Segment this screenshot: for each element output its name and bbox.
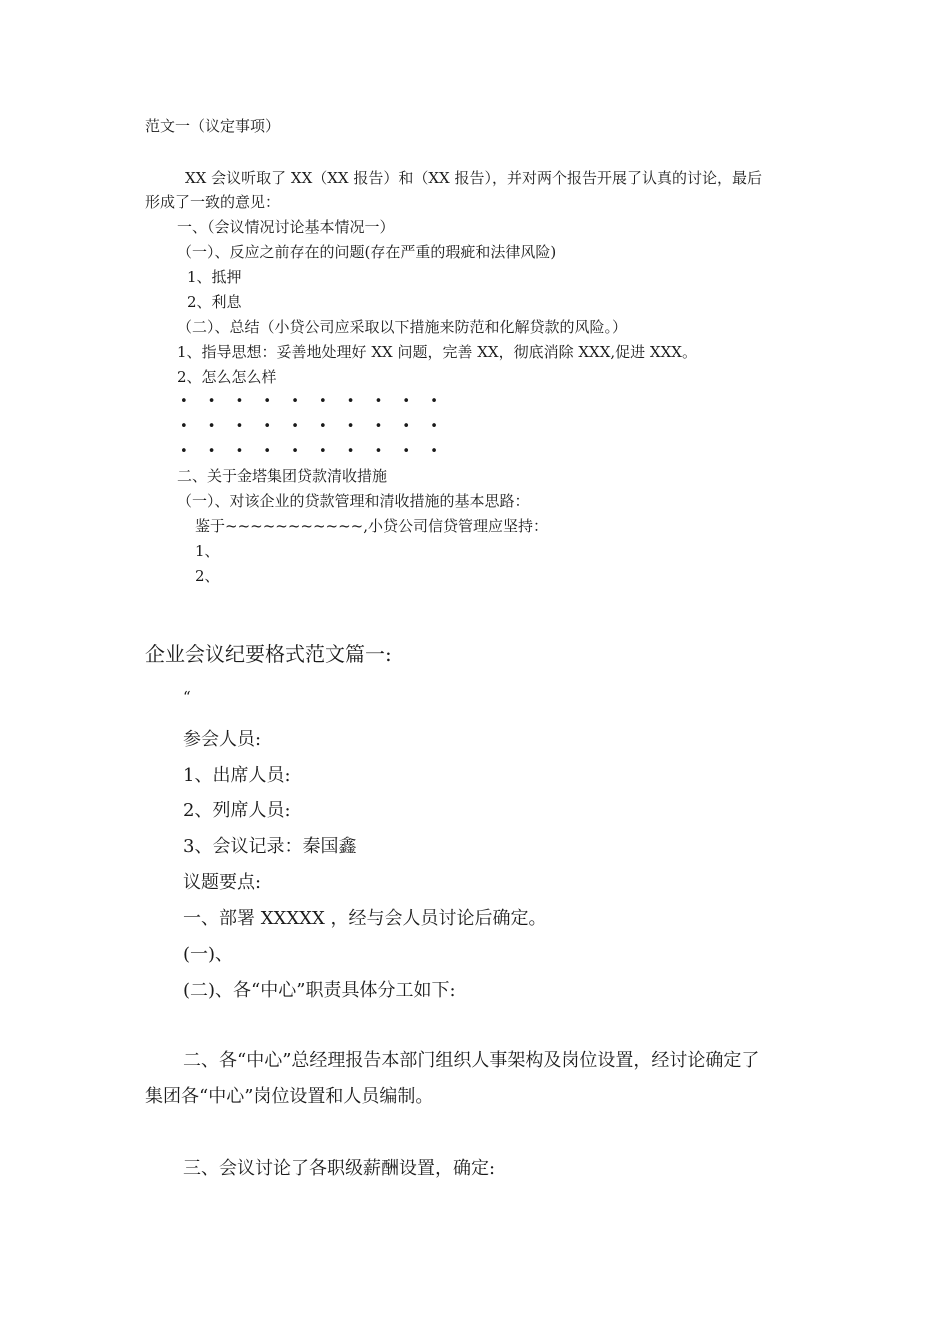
topics-label: 议题要点: [183, 872, 262, 893]
attendee-2: 2、列席人员: [183, 800, 291, 821]
attendees-label: 参会人员: [183, 729, 262, 750]
attendee-3: 3、会议记录：秦国鑫 [183, 836, 357, 857]
part2-item2: 2、 [195, 567, 220, 585]
bullet-row-1: • • • • • • • • • • [180, 394, 446, 409]
part1-heading: 一、（会议情况讨论基本情况一） [177, 218, 395, 236]
part1-sub2-item1: 1、指导思想：妥善地处理好 XX 问题，完善 XX，彻底消除 XXX,促进 XXX。 [177, 343, 697, 361]
topic-1-sub-2: (二)、各“中心”职责具体分工如下: [183, 980, 456, 1001]
topic-2-line-2: 集团各“中心”岗位设置和人员编制。 [145, 1086, 434, 1107]
part2-item1: 1、 [195, 542, 220, 560]
part1-sub2: （二）、总结（小贷公司应采取以下措施来防范和化解贷款的风险。） [177, 318, 628, 336]
bullet-row-2: • • • • • • • • • • [180, 419, 446, 434]
part2-text: 鉴于~~~~~~~~~~~,小贷公司信贷管理应坚持： [195, 517, 549, 535]
topic-1-sub-1: (一)、 [183, 944, 234, 965]
topic-2-line-1: 二、各“中心”总经理报告本部门组织人事架构及岗位设置，经讨论确定了 [183, 1050, 760, 1071]
topic-3: 三、会议讨论了各职级薪酬设置，确定: [183, 1158, 496, 1179]
part1-sub1-item1: 1、抵押 [187, 268, 242, 286]
part1-sub1: （一）、反应之前存在的问题(存在严重的瑕疵和法律风险) [177, 243, 557, 261]
section1-title: 范文一（议定事项） [145, 117, 281, 135]
intro-line-1: XX 会议听取了 XX（XX 报告）和（XX 报告），并对两个报告开展了认真的讨论，最后 [185, 169, 763, 187]
intro-line-2: 形成了一致的意见： [145, 193, 281, 211]
quote-mark: “ [183, 688, 191, 706]
bullet-row-3: • • • • • • • • • • [180, 444, 446, 459]
part2-sub1: （一）、对该企业的贷款管理和清收措施的基本思路： [177, 492, 530, 510]
attendee-1: 1、出席人员: [183, 765, 291, 786]
part1-sub2-item2: 2、怎么怎么样 [177, 368, 277, 386]
part1-sub1-item2: 2、利息 [187, 293, 242, 311]
part2-heading: 二、关于金塔集团贷款清收措施 [177, 467, 388, 485]
section2-heading: 企业会议纪要格式范文篇一: [145, 642, 392, 666]
topic-1: 一、部署 XXXXX ，经与会人员讨论后确定。 [183, 908, 547, 929]
